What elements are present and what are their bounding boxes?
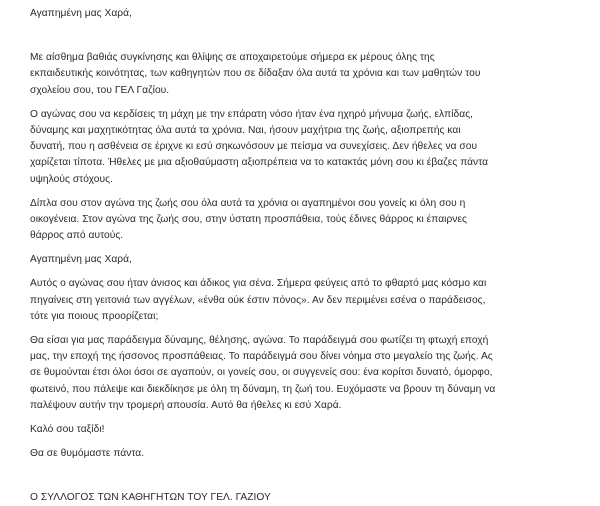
- paragraph-line: φωτεινό, που πάλεψε και διεκδίκησε με όλη τη δύναμη, τη ζωή του. Ευχόμαστε να βρουν τη δύναμη να: [30, 383, 496, 395]
- paragraph-line: οικογένεια. Στον αγώνα της ζωής σου, στην ύστατη προσπάθεια, τούς έδινες θάρρος κι έπαιρνες: [30, 213, 468, 225]
- paragraph-line: Θα είσαι για μας παράδειγμα δύναμης, θέλησης, αγώνα. Το παράδειγμά σου φωτίζει τη φτωχή εποχή: [30, 335, 489, 346]
- paragraph-line: πηγαίνεις στη γειτονιά των αγγέλων, «ένθα ούκ έστιν πόνος». Αν δεν περιμένει εσένα ο παράδεισος,: [30, 294, 486, 306]
- paragraph-line: τότε για ποιους προορίζεται;: [30, 310, 159, 322]
- paragraph-line: σε θυμούνται έτσι όλοι όσοι σε αγαπούν, οι γονείς σου, οι συγγενείς σου: ένα κορίτσι δυνατό, όμορφο,: [30, 367, 493, 379]
- remember-line: Θα σε θυμόμαστε πάντα.: [30, 448, 145, 460]
- paragraph-line: χαρίζεται τίποτα. Ήθελες με μια αξιοθαύμαστη αξιοπρέπεια να το κατακτάς μόνη σου κι έβαζες πάντα: [30, 157, 489, 169]
- paragraph-line: θάρρος από αυτούς.: [30, 230, 124, 242]
- paragraph-line: Αυτός ο αγώνας σου ήταν άνισος και άδικος για σένα. Σήμερα φεύγεις από το φθαρτό μας κόσμο και: [30, 278, 487, 290]
- paragraph-line: μας, την εποχή της ήσσονος προσπάθειας. Το παράδειγμά σου δίνει νόημα στο μεγαλείο της ζωής. Ας: [30, 351, 493, 363]
- paragraph-2: [30, 107, 590, 188]
- paragraph-line: Δίπλα σου στον αγώνα της ζωής σου όλα αυτά τα χρόνια οι αγαπημένοι σου γονείς κι όλη σου η: [30, 197, 466, 209]
- paragraph-line: σχολείου σου, του ΓΕΛ Γαζίου.: [30, 84, 170, 96]
- paragraph-line: παλέψουν αυτήν την τρομερή απουσία. Αυτό θα ήθελες κι εσύ Χαρά.: [30, 399, 342, 411]
- paragraph-line: δυνατή, που η ασθένεια σε έριχνε κι εσύ σηκωνόσουν με πείσμα να συνεχίσεις. Δεν ήθελες να σου: [30, 141, 478, 153]
- paragraph-line: Με αίσθημα βαθιάς συγκίνησης και θλίψης σε αποχαιρετούμε σήμερα εκ μέρους όλης της: [30, 52, 435, 64]
- paragraph-line: Ο αγώνας σου να κερδίσεις τη μάχη με την επάρατη νόσο ήταν ένα ηχηρό μήνυμα ζωής, ελπίδας,: [30, 108, 474, 120]
- paragraph-5: [30, 333, 590, 414]
- paragraph-line: υψηλούς στόχους.: [30, 173, 113, 185]
- paragraph-line: εκπαιδευτικής κοινότητας, των καθηγητών που σε δίδαξαν όλα αυτά τα χρόνια και των μαθητών του: [30, 68, 481, 80]
- farewell-line: Καλό σου ταξίδι!: [30, 423, 105, 435]
- paragraph-1: [30, 50, 590, 99]
- signature: Ο ΣΥΛΛΟΓΟΣ ΤΩΝ ΚΑΘΗΓΗΤΩΝ ΤΟΥ ΓΕΛ. ΓΑΖΙΟΥ: [30, 492, 271, 504]
- greeting-2: Αγαπημένη μας Χαρά,: [30, 254, 132, 266]
- paragraph-3: [30, 196, 590, 245]
- greeting: Αγαπημένη μας Χαρά,: [30, 8, 132, 19]
- paragraph-4: [30, 276, 590, 325]
- paragraph-line: δύναμης και μαχητικότητας όλα αυτά τα χρόνια. Ναι, ήσουν μαχήτρια της ζωής, αξιοπρεπής και: [30, 124, 461, 136]
